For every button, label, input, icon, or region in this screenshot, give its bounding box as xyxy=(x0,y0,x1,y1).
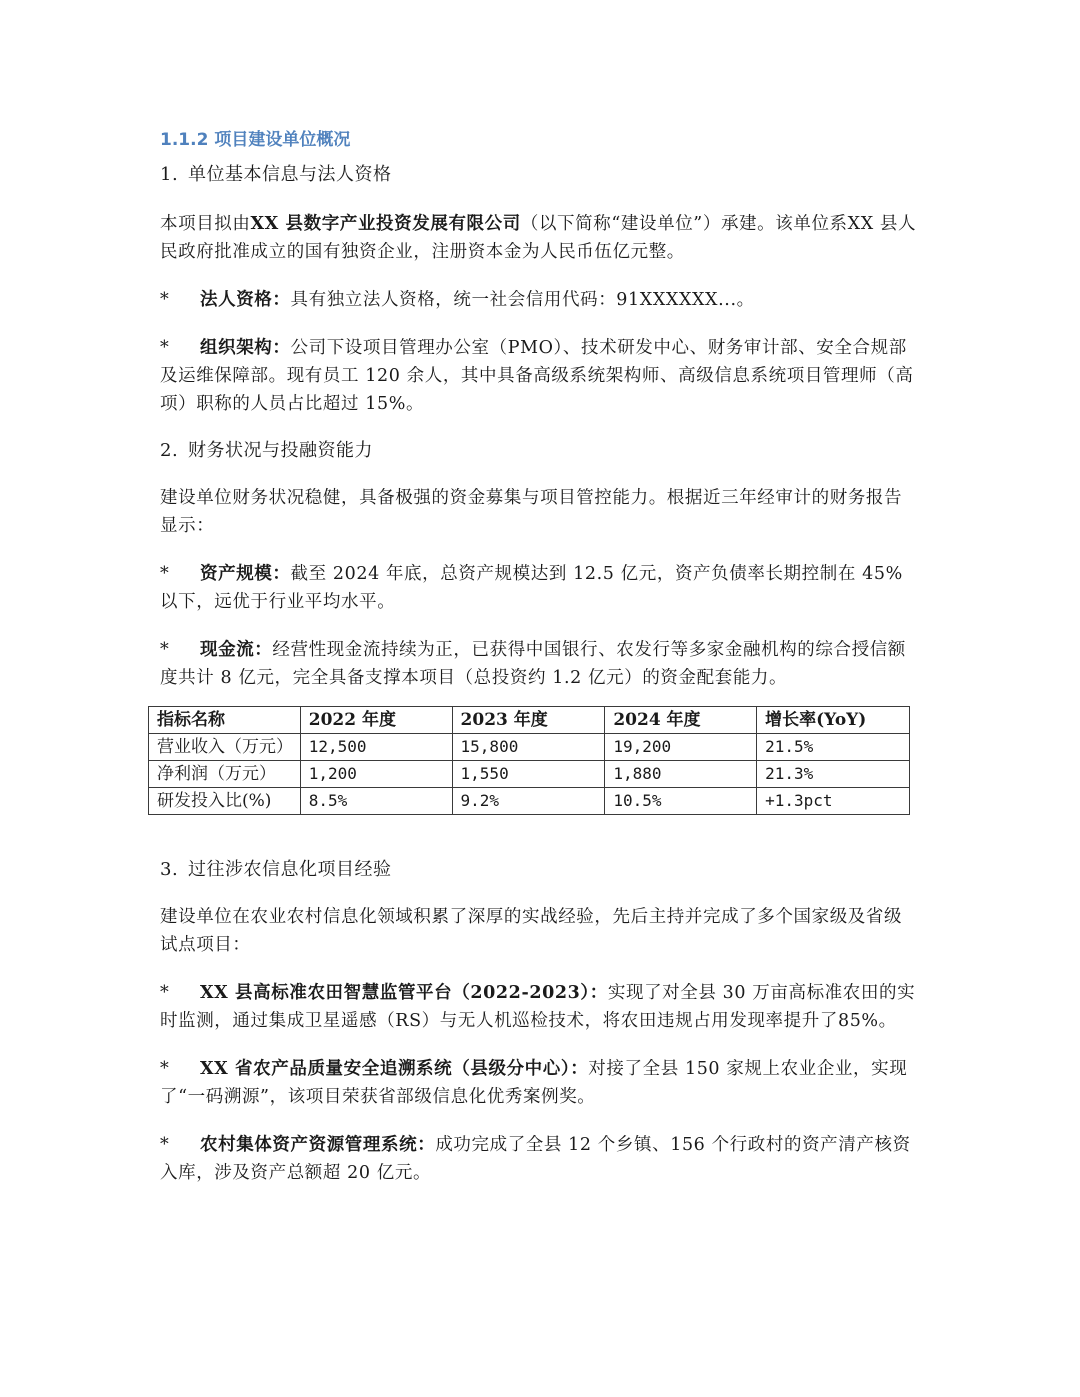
subsection-2-title-text: 财务状况与投融资能力 xyxy=(188,440,373,461)
bullet-text: 公司下设项目管理办公室（PMO）、技术研发中心、财务审计部、安全合规部及运维保障部。现有员工 120 余人，其中具备高级系统架构师、高级信息系统项目管理师（高项）职称的人员占比超过 15%。 xyxy=(160,338,914,414)
bullet-marker: * xyxy=(160,338,170,358)
table-cell: 研发投入比(%) xyxy=(149,788,301,815)
bullet-text: 具有独立法人资格，统一社会信用代码：91XXXXXX...。 xyxy=(290,290,755,310)
bullet-cash-flow xyxy=(160,636,920,692)
table-cell: 15,800 xyxy=(452,734,605,761)
bullet-marker: * xyxy=(160,1059,170,1079)
s1-intro-start: 本项目拟由 xyxy=(160,214,251,234)
bullet-collective-assets xyxy=(160,1131,920,1187)
table-header-cell: 2024 年度 xyxy=(605,707,757,734)
bullet-farmland-platform xyxy=(160,979,920,1035)
subsection-2-number: 2. xyxy=(160,440,179,461)
bullet-label: 法人资格： xyxy=(200,290,291,310)
subsection-2-title xyxy=(160,436,920,466)
bullet-text: 经营性现金流持续为正，已获得中国银行、农发行等多家金融机构的综合授信额度共计 8 亿元，完全具备支撑本项目（总投资约 1.2 亿元）的资金配套能力。 xyxy=(160,640,906,688)
bullet-asset-scale xyxy=(160,560,920,616)
document-page xyxy=(157,126,920,1187)
table-cell: 净利润（万元） xyxy=(149,761,301,788)
s3-intro-paragraph: 建设单位在农业农村信息化领域积累了深厚的实战经验，先后主持并完成了多个国家级及省级试点项目： xyxy=(160,907,903,955)
bullet-label: 资产规模： xyxy=(200,564,291,584)
bullet-label: 组织架构： xyxy=(200,338,291,358)
subsection-1-title-text: 单位基本信息与法人资格 xyxy=(188,164,392,185)
table-cell: 12,500 xyxy=(300,734,452,761)
subsection-3-title-text: 过往涉农信息化项目经验 xyxy=(188,859,392,880)
bullet-marker: * xyxy=(160,983,170,1003)
bullet-label: 农村集体资产资源管理系统： xyxy=(200,1135,436,1155)
bullet-text: 截至 2024 年底，总资产规模达到 12.5 亿元，资产负债率长期控制在 45%以下，远优于行业平均水平。 xyxy=(160,564,903,612)
company-name: XX 县数字产业投资发展有限公司 xyxy=(250,214,521,234)
table-row xyxy=(149,761,910,788)
bullet-text: 实现了对全县 30 万亩高标准农田的实时监测，通过集成卫星遥感（RS）与无人机巡检技术，将农田违规占用发现率提升了85%。 xyxy=(160,983,916,1031)
bullet-label: XX 县高标准农田智慧监管平台（2022-2023）： xyxy=(200,983,608,1003)
table-header-row xyxy=(149,707,910,734)
bullet-label: XX 省农产品质量安全追溯系统（县级分中心）： xyxy=(200,1059,589,1079)
subsection-3-number: 3. xyxy=(160,859,179,880)
table-cell: 1,880 xyxy=(605,761,757,788)
table-header-cell: 指标名称 xyxy=(149,707,301,734)
bullet-marker: * xyxy=(160,564,170,584)
bullet-marker: * xyxy=(160,290,170,310)
bullet-label: 现金流： xyxy=(200,640,273,660)
table-row xyxy=(149,788,910,815)
table-header-cell: 2023 年度 xyxy=(452,707,605,734)
table-cell: 21.5% xyxy=(757,734,910,761)
table-cell: 8.5% xyxy=(300,788,452,815)
s1-intro-paragraph xyxy=(160,210,920,266)
table-header-cell: 增长率(YoY) xyxy=(757,707,910,734)
section-heading: 1.1.2 项目建设单位概况 xyxy=(160,130,351,150)
subsection-3-title xyxy=(160,855,920,885)
table-cell: 营业收入（万元） xyxy=(149,734,301,761)
table-cell: 1,550 xyxy=(452,761,605,788)
bullet-marker: * xyxy=(160,640,170,660)
subsection-1-title xyxy=(160,160,920,190)
table-header-cell: 2022 年度 xyxy=(300,707,452,734)
table-cell: 9.2% xyxy=(452,788,605,815)
table-cell: 19,200 xyxy=(605,734,757,761)
table-row xyxy=(149,734,910,761)
table-cell: 21.3% xyxy=(757,761,910,788)
bullet-marker: * xyxy=(160,1135,170,1155)
bullet-text: 成功完成了全县 12 个乡镇、156 个行政村的资产清产核资入库，涉及资产总额超 20 亿元。 xyxy=(160,1135,911,1183)
financial-table xyxy=(148,706,910,815)
bullet-traceability-system xyxy=(160,1055,920,1111)
bullet-org-structure xyxy=(160,334,920,418)
bullet-text: 对接了全县 150 家规上农业企业，实现了“一码溯源”，该项目荣获省部级信息化优秀案例奖。 xyxy=(160,1059,908,1107)
table-cell: 1,200 xyxy=(300,761,452,788)
table-cell: +1.3pct xyxy=(757,788,910,815)
s1-intro-end: （以下简称“建设单位”）承建。该单位系XX 县人民政府批准成立的国有独资企业，注册资本金为人民币伍亿元整。 xyxy=(160,214,917,262)
subsection-1-number: 1. xyxy=(160,164,179,185)
table-cell: 10.5% xyxy=(605,788,757,815)
bullet-legal-status xyxy=(160,286,920,314)
s2-intro-paragraph: 建设单位财务状况稳健，具备极强的资金募集与项目管控能力。根据近三年经审计的财务报告显示： xyxy=(160,488,903,536)
